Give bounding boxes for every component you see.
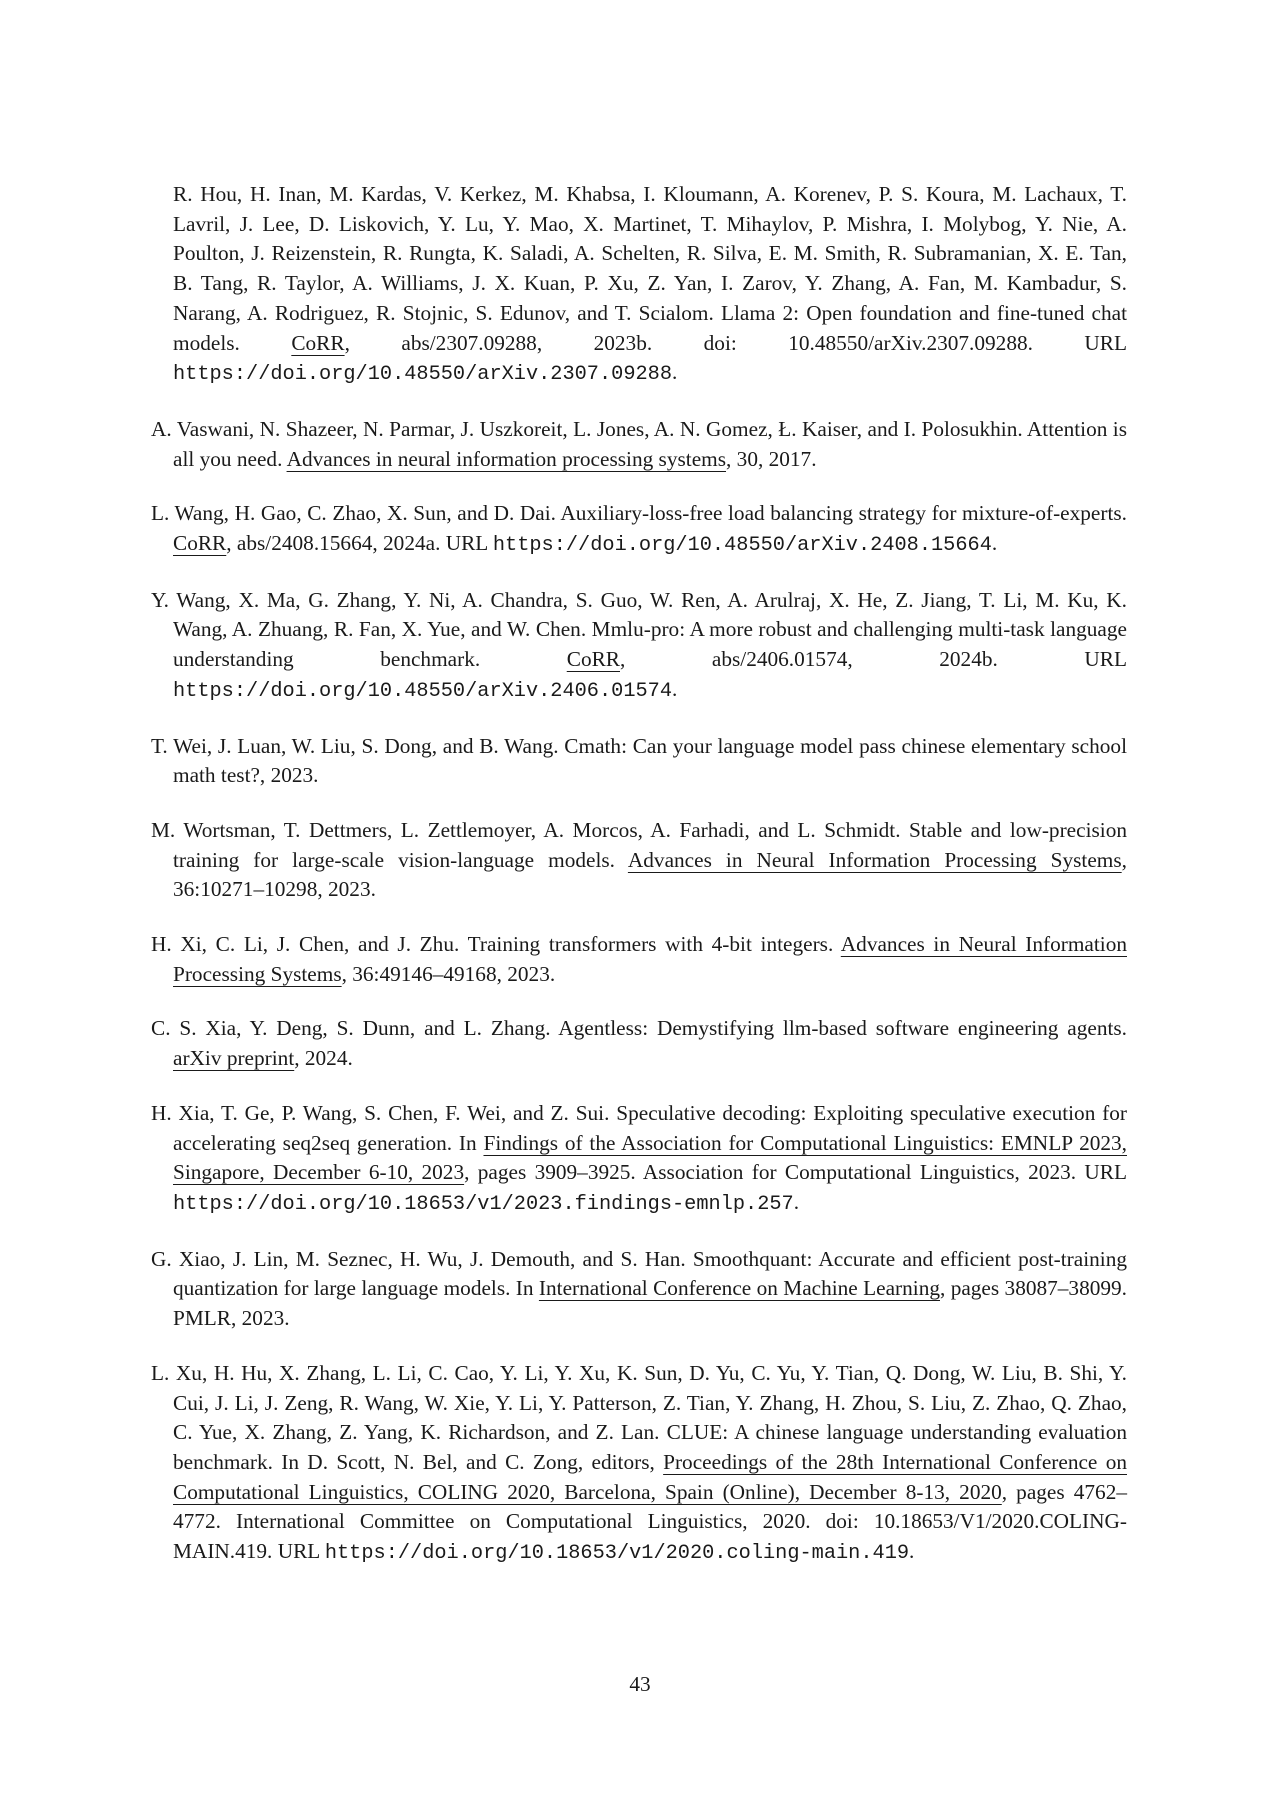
reference-venue: Advances in Neural Information Processing Systems bbox=[627, 847, 1122, 872]
reference-authors: L. Wang, H. Gao, C. Zhao, X. Sun, and D. Dai. bbox=[151, 501, 561, 526]
reference-venue: arXiv preprint bbox=[173, 1046, 295, 1071]
reference-end: . bbox=[909, 1539, 915, 1564]
reference-title: Speculative decoding: Exploiting speculative execution for accelerating seq2seq generation. In bbox=[173, 1100, 1127, 1155]
reference-authors: Y. Wang, X. Ma, G. Zhang, Y. Ni, A. Chandra, S. Guo, W. Ren, A. Arulraj, X. He, Z. Jiang, T. Li, M. Ku, K. Wang, A. Zhuang, R. Fan, X. Yue, and W. Chen. bbox=[151, 587, 1127, 642]
reference-entry bbox=[151, 1014, 1127, 1073]
reference-venue: CoRR bbox=[566, 647, 620, 672]
reference-authors: L. Xu, H. Hu, X. Zhang, L. Li, C. Cao, Y. Li, Y. Xu, K. Sun, D. Yu, C. Yu, Y. Tian, Q. Dong, W. Liu, B. Shi, Y. Cui, J. Li, J. Zeng, R. Wang, W. Xie, Y. Li, Y. Patterson, Z. Tian, Y. Zhang, H. Zhou, S. Liu, Z. Zhao, Q. Zhao, C. Yue, X. Zhang, Z. Yang, K. Richardson, and Z. Lan. bbox=[151, 1360, 1127, 1445]
reference-entry bbox=[151, 415, 1127, 474]
reference-details: , 2024. bbox=[294, 1046, 353, 1071]
reference-end: . bbox=[793, 1189, 800, 1214]
reference-entry bbox=[151, 180, 1127, 390]
reference-entry bbox=[151, 816, 1127, 905]
reference-url[interactable]: https://doi.org/10.18653/v1/2020.coling-main.419 bbox=[324, 1542, 910, 1566]
reference-details: , 36:49146–49168, 2023. bbox=[341, 961, 556, 986]
reference-title: Attention is all you need. bbox=[173, 416, 1127, 471]
reference-details: , abs/2307.09288, 2023b. doi: 10.48550/arXiv.2307.09288. URL bbox=[344, 330, 1127, 355]
reference-authors: H. Xia, T. Ge, P. Wang, S. Chen, F. Wei, and Z. Sui. bbox=[151, 1100, 617, 1125]
reference-title: Llama 2: Open foundation and fine-tuned chat models. bbox=[173, 300, 1127, 355]
reference-venue: Proceedings of the 28th International Conference on Computational Linguistics, COLING 2020, Barcelona, Spain (Online), December 8-13, 2020 bbox=[173, 1449, 1127, 1504]
reference-authors: C. S. Xia, Y. Deng, S. Dunn, and L. Zhang. bbox=[151, 1016, 559, 1041]
reference-url[interactable]: https://doi.org/10.18653/v1/2023.findings-emnlp.257 bbox=[173, 1192, 794, 1216]
reference-venue: CoRR bbox=[291, 330, 345, 355]
reference-venue: Advances in Neural Information Processing Systems bbox=[173, 932, 1127, 986]
reference-details: , pages 38087–38099. PMLR, 2023. bbox=[173, 1276, 1127, 1331]
reference-title: Training transformers with 4-bit integers. bbox=[467, 932, 841, 957]
reference-entry bbox=[151, 930, 1127, 989]
reference-entry bbox=[151, 499, 1127, 560]
reference-venue: Findings of the Association for Computational Linguistics: EMNLP 2023, Singapore, December 6-10, 2023 bbox=[173, 1130, 1127, 1185]
reference-authors: G. Xiao, J. Lin, M. Seznec, H. Wu, J. Demouth, and S. Han. bbox=[151, 1246, 693, 1271]
reference-authors: M. Wortsman, T. Dettmers, L. Zettlemoyer, A. Morcos, A. Farhadi, and L. Schmidt. bbox=[151, 817, 909, 842]
reference-end: . bbox=[672, 676, 678, 701]
reference-url[interactable]: https://doi.org/10.48550/arXiv.2307.09288 bbox=[173, 363, 672, 387]
reference-details: , pages 3909–3925. Association for Computational Linguistics, 2023. URL bbox=[464, 1160, 1127, 1185]
reference-title: CLUE: A chinese language understanding evaluation benchmark. In D. Scott, N. Bel, and C. Zong, editors, bbox=[173, 1420, 1127, 1474]
reference-end: . bbox=[991, 531, 998, 556]
reference-details: , 36:10271–10298, 2023. bbox=[173, 847, 1127, 902]
reference-authors: H. Xi, C. Li, J. Chen, and J. Zhu. bbox=[151, 932, 468, 957]
reference-title: Agentless: Demystifying llm-based software engineering agents. bbox=[558, 1016, 1127, 1041]
reference-entry bbox=[151, 1359, 1127, 1569]
reference-url[interactable]: https://doi.org/10.48550/arXiv.2408.15664 bbox=[492, 534, 992, 558]
reference-end: . bbox=[672, 360, 678, 385]
reference-details: , abs/2408.15664, 2024a. URL bbox=[226, 531, 493, 556]
reference-entry bbox=[151, 1099, 1127, 1220]
reference-entry bbox=[151, 732, 1127, 791]
reference-title: Mmlu-pro: A more robust and challenging multi-task language understanding benchmark. bbox=[173, 617, 1127, 672]
reference-details: , abs/2406.01574, 2024b. URL bbox=[620, 647, 1127, 672]
reference-title: Cmath: Can your language model pass chinese elementary school math test?, 2023. bbox=[173, 733, 1127, 788]
reference-venue: Advances in neural information processing systems bbox=[286, 446, 727, 471]
reference-url[interactable]: https://doi.org/10.48550/arXiv.2406.01574 bbox=[173, 679, 672, 703]
reference-list bbox=[151, 180, 1127, 1594]
reference-venue: CoRR bbox=[173, 531, 227, 556]
reference-authors: R. Hou, H. Inan, M. Kardas, V. Kerkez, M. Khabsa, I. Kloumann, A. Korenev, P. S. Koura, M. Lachaux, T. Lavril, J. Lee, D. Liskovich, Y. Lu, Y. Mao, X. Martinet, T. Mihaylov, P. Mishra, I. Molybog, Y. Nie, A. Poulton, J. Reizenstein, R. Rungta, K. Saladi, A. Schelten, R. Silva, E. M. Smith, R. Subramanian, X. E. Tan, B. Tang, R. Taylor, A. Williams, J. X. Kuan, P. Xu, Z. Yan, I. Zarov, Y. Zhang, A. Fan, M. Kambadur, S. Narang, A. Rodriguez, R. Stojnic, S. Edunov, and T. Scialom. bbox=[173, 182, 1127, 325]
reference-title: Smoothquant: Accurate and efficient post-training quantization for large language models. In bbox=[173, 1246, 1127, 1301]
reference-authors: T. Wei, J. Luan, W. Liu, S. Dong, and B. Wang. bbox=[151, 733, 565, 758]
page-number: 43 bbox=[629, 1672, 651, 1696]
reference-details: , pages 4762–4772. International Committee on Computational Linguistics, 2020. doi: 10.18653/V1/2020.COLING-MAIN.419. URL bbox=[173, 1479, 1127, 1564]
reference-details: , 30, 2017. bbox=[726, 446, 817, 471]
reference-venue: International Conference on Machine Learning bbox=[538, 1276, 940, 1301]
reference-title: Auxiliary-loss-free load balancing strategy for mixture-of-experts. bbox=[560, 501, 1127, 526]
reference-entry bbox=[151, 586, 1127, 707]
reference-authors: A. Vaswani, N. Shazeer, N. Parmar, J. Uszkoreit, L. Jones, A. N. Gomez, Ł. Kaiser, and I. Polosukhin. bbox=[151, 416, 1027, 441]
reference-title: Stable and low-precision training for large-scale vision-language models. bbox=[173, 817, 1127, 872]
reference-entry bbox=[151, 1245, 1127, 1334]
